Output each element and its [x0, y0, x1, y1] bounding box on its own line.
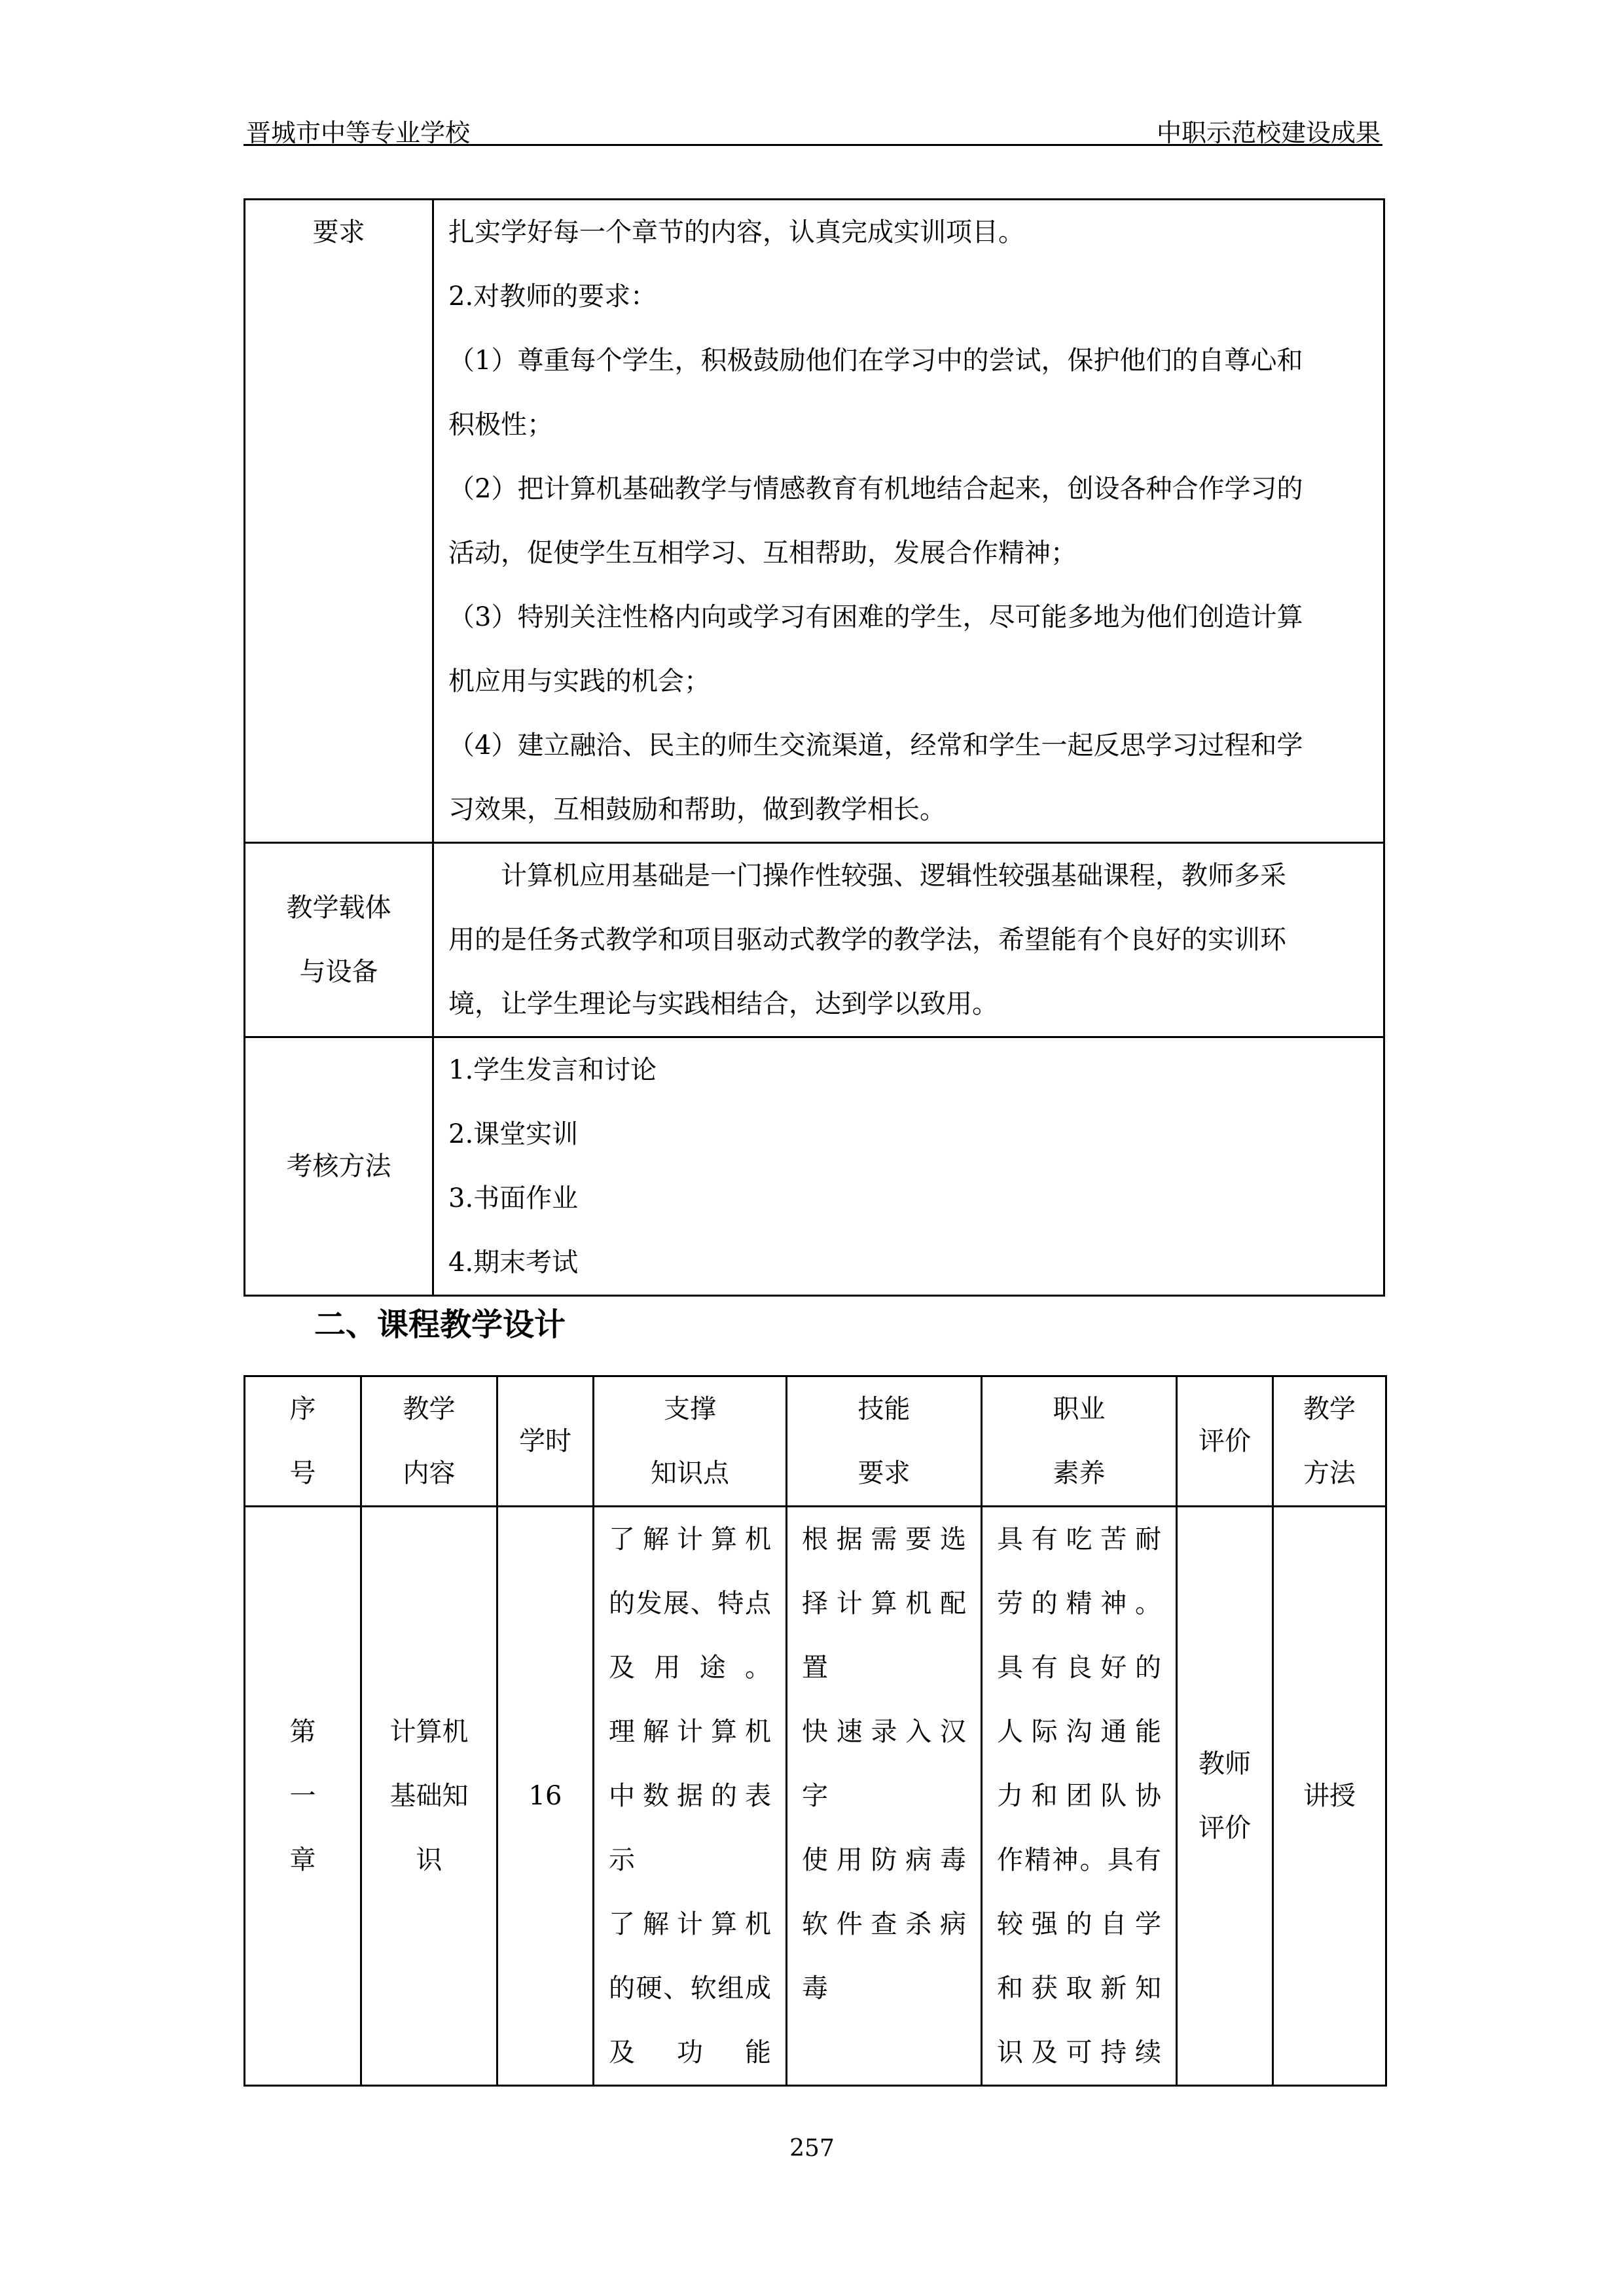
cell-text: 及功能 [609, 2037, 771, 2068]
cell-text: 识及可持续 [997, 2037, 1161, 2068]
requirements-line: 积极性； [448, 410, 553, 440]
header-text: 方法 [1303, 1458, 1356, 1488]
cell-text: 具有良好的 [997, 1653, 1161, 1683]
header-method [1273, 1376, 1386, 1507]
table-row [245, 1507, 1386, 2086]
equipment-row [245, 843, 1384, 1037]
header-content [361, 1376, 497, 1507]
cell-text: 作精神。具有 [997, 1845, 1161, 1875]
header-text: 评价 [1199, 1426, 1251, 1456]
header-text: 要求 [857, 1458, 911, 1488]
course-requirements-table [244, 198, 1385, 1297]
requirements-line: （2）把计算机基础教学与情感教育有机地结合起来，创设各种合作学习的 [448, 474, 1303, 504]
header-text: 支撑 [664, 1394, 716, 1424]
header-text: 技能 [857, 1394, 911, 1424]
cell-text: 置 [802, 1653, 828, 1683]
header-text: 序 [289, 1394, 316, 1424]
requirements-line: （4）建立融洽、民主的师生交流渠道，经常和学生一起反思学习过程和学 [448, 730, 1303, 761]
cell-text: 劳的精神。 [997, 1588, 1161, 1619]
cell-text: 中数据的表 [609, 1781, 771, 1811]
table-header-row [245, 1376, 1386, 1507]
cell-text: 字 [802, 1781, 828, 1811]
header-text: 素养 [1053, 1458, 1106, 1488]
cell-text: 教师 [1199, 1749, 1251, 1779]
cell-text: 较强的自学 [997, 1909, 1161, 1939]
requirements-line: 扎实学好每一个章节的内容，认真完成实训项目。 [448, 217, 1024, 247]
requirements-line: （3）特别关注性格内向或学习有困难的学生，尽可能多地为他们创造计算 [448, 602, 1303, 632]
row-literacy [982, 1507, 1177, 2086]
cell-text: 计算机 [389, 1717, 469, 1747]
requirements-content [433, 200, 1384, 843]
cell-text: 使用防病毒 [802, 1845, 966, 1875]
header-literacy [982, 1376, 1177, 1507]
header-text: 教学 [403, 1394, 456, 1424]
assessment-line: 4.期末考试 [448, 1247, 579, 1278]
section-title: 二、课程教学设计 [314, 1306, 566, 1343]
requirements-line: 机应用与实践的机会； [448, 666, 710, 696]
row-content [361, 1507, 497, 2086]
cell-text: 的硬、软组成 [609, 1973, 771, 2003]
assessment-label: 考核方法 [245, 1037, 433, 1296]
cell-text: 识 [416, 1845, 442, 1875]
header-hours [497, 1376, 594, 1507]
requirements-label: 要求 [245, 200, 433, 843]
course-design-table [244, 1375, 1387, 2087]
cell-text: 及用途。 [609, 1653, 771, 1683]
header-document-title: 中职示范校建设成果 [1156, 118, 1380, 147]
cell-text: 人际沟通能 [997, 1717, 1161, 1747]
cell-text: 力和团队协 [997, 1781, 1161, 1811]
cell-text: 择计算机配 [802, 1588, 966, 1619]
header-skills [787, 1376, 982, 1507]
header-evaluation [1177, 1376, 1273, 1507]
equipment-line: 境，让学生理论与实践相结合，达到学以致用。 [448, 989, 998, 1019]
cell-text: 具有吃苦耐 [997, 1524, 1161, 1554]
header-text: 教学 [1303, 1394, 1356, 1424]
row-evaluation [1177, 1507, 1273, 2086]
equipment-label [245, 843, 433, 1037]
cell-text: 理解计算机 [609, 1717, 771, 1747]
requirements-row [245, 200, 1384, 843]
row-knowledge [594, 1507, 787, 2086]
equipment-line: 用的是任务式教学和项目驱动式教学的教学法，希望能有个良好的实训环 [448, 925, 1286, 955]
cell-text: 示 [609, 1845, 635, 1875]
requirements-line: 2.对教师的要求： [448, 281, 657, 312]
header-school-name: 晋城市中等专业学校 [246, 118, 471, 147]
header-text: 内容 [403, 1458, 456, 1488]
equipment-label-line: 与设备 [299, 957, 378, 987]
cell-text: 软件查杀病 [802, 1909, 966, 1939]
header-text: 学时 [519, 1426, 571, 1456]
equipment-label-line: 教学载体 [286, 893, 391, 923]
assessment-line: 3.书面作业 [448, 1183, 579, 1213]
requirements-line: 习效果，互相鼓励和帮助，做到教学相长。 [448, 795, 946, 825]
cell-text: 快速录入汉 [802, 1717, 966, 1747]
row-seq [245, 1507, 361, 2086]
row-skills [787, 1507, 982, 2086]
header-text: 职业 [1053, 1394, 1106, 1424]
row-hours: 16 [497, 1507, 594, 2086]
cell-text: 了解计算机 [609, 1909, 771, 1939]
header-rule [244, 144, 1382, 146]
header-knowledge [594, 1376, 787, 1507]
cell-text: 章 [289, 1845, 316, 1875]
cell-text: 第 [289, 1717, 316, 1747]
equipment-content [433, 843, 1384, 1037]
header-text: 知识点 [651, 1458, 729, 1488]
cell-text: 和获取新知 [997, 1973, 1161, 2003]
header-text: 号 [289, 1458, 316, 1488]
cell-text: 毒 [802, 1973, 828, 2003]
cell-text: 基础知 [389, 1781, 469, 1811]
requirements-line: （1）尊重每个学生，积极鼓励他们在学习中的尝试，保护他们的自尊心和 [448, 346, 1303, 376]
header-seq [245, 1376, 361, 1507]
cell-text: 一 [289, 1781, 316, 1811]
assessment-row [245, 1037, 1384, 1296]
assessment-line: 2.课堂实训 [448, 1119, 579, 1149]
cell-text: 根据需要选 [802, 1524, 966, 1554]
cell-text: 评价 [1199, 1813, 1251, 1843]
assessment-line: 1.学生发言和讨论 [448, 1055, 657, 1085]
cell-text: 的发展、特点 [609, 1588, 771, 1619]
row-method: 讲授 [1273, 1507, 1386, 2086]
assessment-content [433, 1037, 1384, 1296]
cell-text: 了解计算机 [609, 1524, 771, 1554]
requirements-line: 活动，促使学生互相学习、互相帮助，发展合作精神； [448, 538, 1077, 568]
equipment-line: 计算机应用基础是一门操作性较强、逻辑性较强基础课程，教师多采 [501, 861, 1286, 891]
page-number: 257 [789, 2135, 835, 2162]
